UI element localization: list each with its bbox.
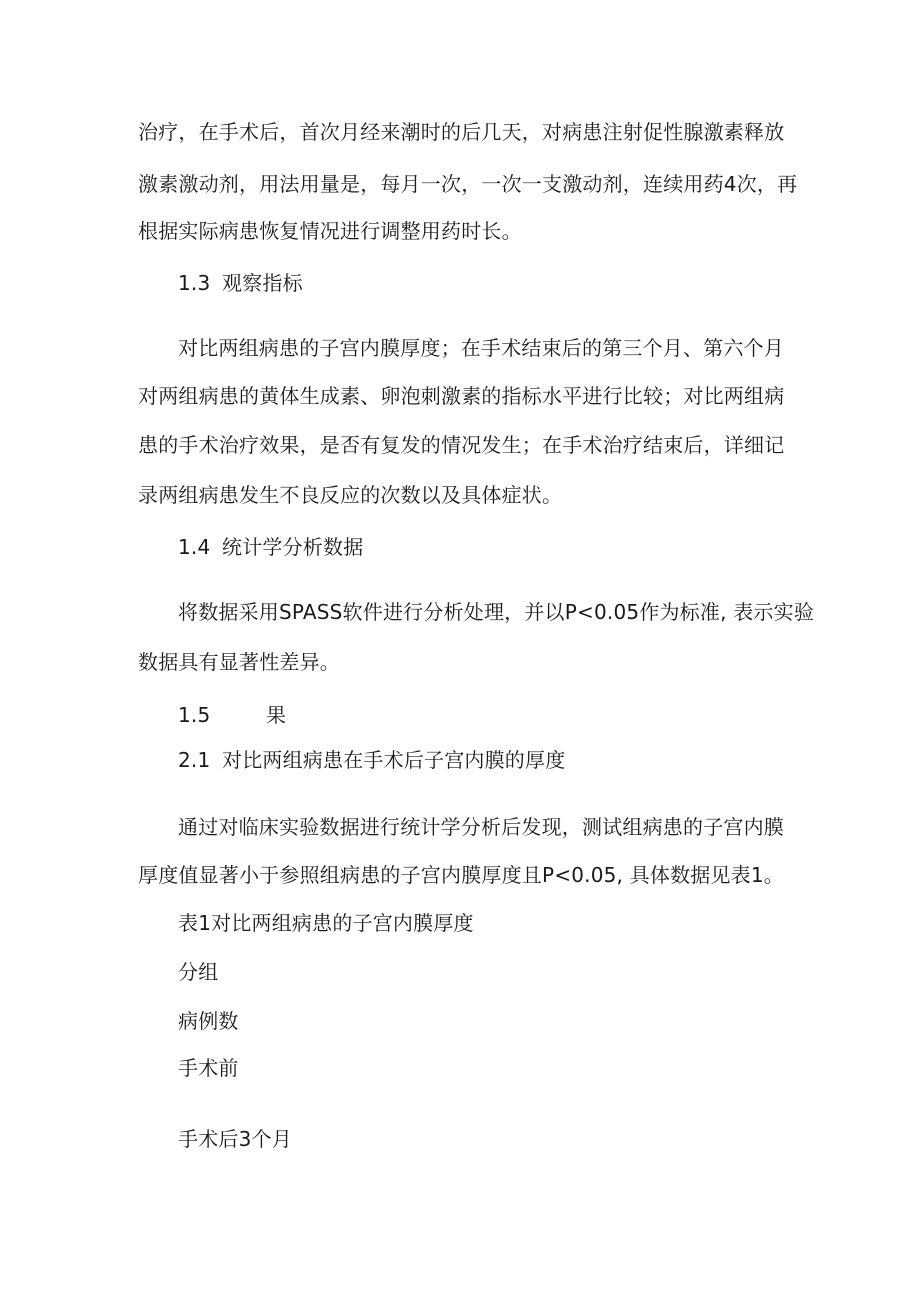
- paragraph-4-line-2: 厚度值显著小于参照组病患的子宫内膜厚度且P<0.05, 具体数据见表1。: [138, 863, 784, 887]
- heading-1-5: [178, 700, 286, 730]
- heading-2-1: [178, 745, 565, 775]
- paragraph-2-line-1: 对比两组病患的子宫内膜厚度；在手术结束后的第三个月、第六个月: [178, 336, 784, 360]
- heading-1-5-number: 1.5: [178, 703, 211, 727]
- heading-1-4-title: 统计学分析数据: [222, 535, 364, 559]
- heading-1-5-title: 果: [266, 703, 287, 727]
- paragraph-1-line-2: 激素激动剂，用法用量是，每月一次，一次一支激动剂，连续用药4次，再: [138, 172, 798, 196]
- heading-1-3-number: 1.3: [178, 271, 211, 295]
- paragraph-1-line-3: 根据实际病患恢复情况进行调整用药时长。: [138, 219, 522, 243]
- table-1-header-cases: 病例数: [178, 1009, 239, 1033]
- paragraph-2-line-3: 患的手术治疗效果，是否有复发的情况发生；在手术治疗结束后，详细记: [138, 433, 785, 457]
- table-1-caption: 表1对比两组病患的子宫内膜厚度: [178, 911, 474, 935]
- table-1-header-group: 分组: [178, 960, 219, 984]
- paragraph-3-line-2: 数据具有显著性差异。: [138, 650, 340, 674]
- heading-1-4: [178, 532, 363, 562]
- heading-1-3-title: 观察指标: [222, 271, 303, 295]
- heading-2-1-title: 对比两组病患在手术后子宫内膜的厚度: [222, 748, 566, 772]
- paragraph-4-line-1: 通过对临床实验数据进行统计学分析后发现，测试组病患的子宫内膜: [178, 815, 784, 839]
- heading-2-1-number: 2.1: [178, 748, 211, 772]
- paragraph-2-line-4: 录两组病患发生不良反应的次数以及具体症状。: [138, 483, 563, 507]
- paragraph-1-line-1: 治疗，在手术后，首次月经来潮时的后几天，对病患注射促性腺激素释放: [138, 120, 785, 144]
- table-1-header-3-months-after: 手术后3个月: [178, 1127, 292, 1151]
- paragraph-2-line-2: 对两组病患的黄体生成素、卵泡刺激素的指标水平进行比较；对比两组病: [138, 384, 785, 408]
- heading-1-4-number: 1.4: [178, 535, 211, 559]
- heading-1-3: [178, 268, 303, 298]
- table-1-header-before-surgery: 手术前: [178, 1056, 239, 1080]
- paragraph-3-line-1: 将数据采用SPASS软件进行分析处理，并以P<0.05作为标准, 表示实验: [178, 600, 815, 624]
